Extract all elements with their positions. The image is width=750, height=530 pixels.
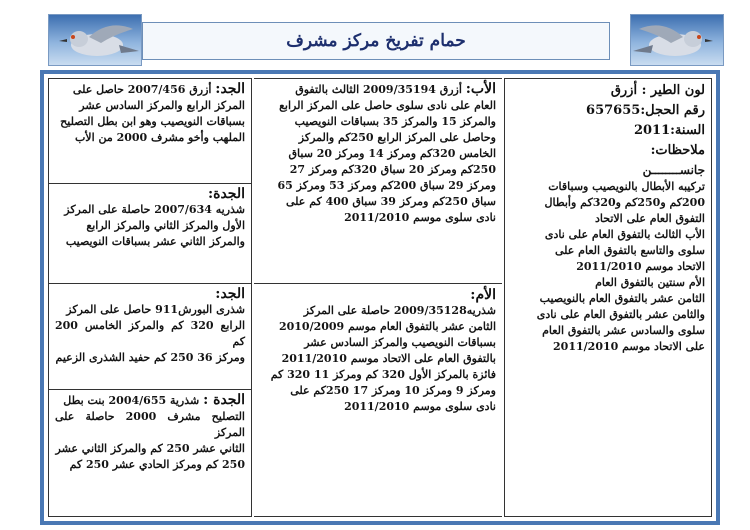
mother-line: ومركز 9 ومركز 10 ومركز 17 250كم على — [290, 384, 496, 397]
year-label: السنة:2011 — [633, 123, 705, 138]
maternal-grandmother-section — [49, 389, 251, 516]
paternal-grandmother-text — [55, 186, 245, 250]
mother-line: نادى سلوى موسم 2011/2010 — [344, 400, 496, 413]
pigeon-photo-left — [48, 14, 142, 66]
notes-line: 200كم و250كم و320كم وأبطال — [544, 196, 705, 209]
parents-divider — [254, 283, 502, 284]
father-line: وحاصل على المركز الرابع 250كم والمركز — [298, 131, 496, 144]
father-line: نادى سلوى موسم 2011/2010 — [344, 211, 496, 224]
bird-info-column — [504, 78, 712, 517]
mother-heading: الأم: — [470, 287, 496, 303]
maternal-grandmother-line: التصليح مشرف 2000 حاصلة على المركز — [55, 410, 245, 439]
father-line: الخامس 320كم ومركز 14 ومركز 20 سباق — [288, 147, 496, 160]
paternal-grandfather-heading: الجد: — [215, 81, 245, 97]
maternal-grandmother-line: شذرية 2004/655 بنت بطل — [63, 394, 200, 407]
paternal-grandfather-line: المركز الرابع والمركز السادس عشر — [79, 99, 245, 112]
mother-line: بسباقات النويصيب والمركز السادس عشر — [304, 336, 496, 349]
mother-section — [254, 285, 502, 417]
pigeon-icon — [49, 15, 141, 65]
notes-line: الأب الثالث بالتفوق العام على نادى — [544, 228, 705, 241]
paternal-grandmother-line: شذريه 2007/634 حاصلة على المركز — [64, 203, 245, 216]
paternal-grandmother-line: الأول والمركز الثاني والمركز الرابع — [86, 219, 245, 232]
mother-line: شذريه2009/35128 حاصلة على المركز — [303, 304, 496, 317]
parents-column — [254, 78, 502, 517]
notes-line: سلوى والتاسع بالتفوق العام على — [554, 244, 705, 257]
maternal-grandmother-line: الثاني عشر 250 كم والمركز الثاني عشر — [55, 442, 245, 455]
father-heading: الأب: — [465, 81, 496, 97]
notes-line: الأم سنتين بالتفوق العام — [595, 276, 705, 289]
father-section — [254, 79, 502, 228]
mother-line: فائزة بالمركز الأول 320 كم ومركز 11 320 كم — [270, 368, 496, 381]
maternal-grandfather-line: ومركز 36 250 كم حفيد الشذرى الزعيم — [55, 351, 245, 364]
mother-text — [260, 287, 496, 415]
maternal-grandfather-section — [49, 283, 251, 389]
notes-heading: ملاحظات: — [650, 143, 705, 158]
paternal-grandfather-text — [55, 81, 245, 146]
pigeon-icon — [631, 15, 723, 65]
notes-line: الاتحاد موسم 2011/2010 — [576, 260, 705, 273]
maternal-grandfather-heading: الجد: — [215, 286, 245, 302]
notes-line: الثامن عشر بالتفوق العام بالنويصيب — [539, 292, 705, 305]
paternal-grandmother-heading: الجدة: — [207, 186, 245, 202]
father-line: العام على نادى سلوى حاصل على المركز الرابع — [279, 99, 496, 112]
paternal-grandfather-section — [49, 79, 251, 183]
paternal-grandfather-line: الملهب وأخو مشرف 2000 من الأب — [74, 131, 245, 144]
paternal-grandmother-line: والمركز الثاني عشر بسباقات النويصيب — [65, 235, 245, 248]
maternal-grandmother-heading: الجدة : — [203, 392, 245, 408]
notes-line: التفوق العام على الاتحاد — [595, 212, 705, 225]
pigeon-photo-right — [630, 14, 724, 66]
maternal-grandmother-line: 250 كم ومركز الحادي عشر 250 كم — [69, 458, 245, 471]
paternal-grandmother-section — [49, 183, 251, 283]
father-line: سباق 250كم ومركز 39 سباق 400 كم على — [286, 195, 496, 208]
notes-line: سلوى والسادس عشر بالتفوق العام — [542, 324, 705, 337]
notes-line: على الاتحاد موسم 2011/2010 — [553, 340, 705, 353]
notes-word: جانســــــــن — [642, 163, 705, 177]
maternal-grandmother-text — [55, 392, 245, 473]
header-band — [0, 0, 750, 70]
father-line: 250كم ومركز 20 سباق 320كم ومركز 27 — [289, 163, 496, 176]
maternal-grandfather-line: شذرى البورش911 حاصل على المركز — [66, 303, 245, 316]
notes-line: والثامن عشر بالتفوق العام على نادى — [536, 308, 705, 321]
mother-line: بالتفوق العام على الاتحاد موسم 2011/2010 — [281, 352, 496, 365]
father-text — [260, 81, 496, 226]
notes-line: تركيبه الأبطال بالنويصيب وسباقات — [548, 180, 705, 193]
color-label: لون الطير : أزرق — [610, 83, 705, 98]
page-title: حمام تفريخ مركز مشرف — [286, 31, 466, 51]
notes-text — [511, 179, 705, 355]
maternal-grandfather-line: الرابع 320 كم والمركز الخامس 200 كم — [55, 319, 246, 348]
father-line: ومركز 29 سباق 200كم ومركز 53 ومركز 65 — [277, 179, 496, 192]
paternal-grandfather-line: بسباقات النويصيب وهو ابن بطل التصليح — [60, 115, 245, 128]
pedigree-frame — [40, 70, 720, 525]
mother-line: الثامن عشر بالتفوق العام موسم 2010/2009 — [278, 320, 496, 333]
paternal-grandfather-line: أزرق 2007/456 حاصل على — [72, 83, 212, 96]
father-line: أزرق 2009/35194 الثالث بالتفوق — [295, 83, 462, 96]
ring-label: رقم الحجل:657655 — [586, 103, 705, 118]
title-box — [142, 22, 610, 60]
grandparents-column — [48, 78, 252, 517]
father-line: والمركز 15 والمركز 35 بسباقات النويصيب — [294, 115, 496, 128]
maternal-grandfather-text — [55, 286, 245, 366]
